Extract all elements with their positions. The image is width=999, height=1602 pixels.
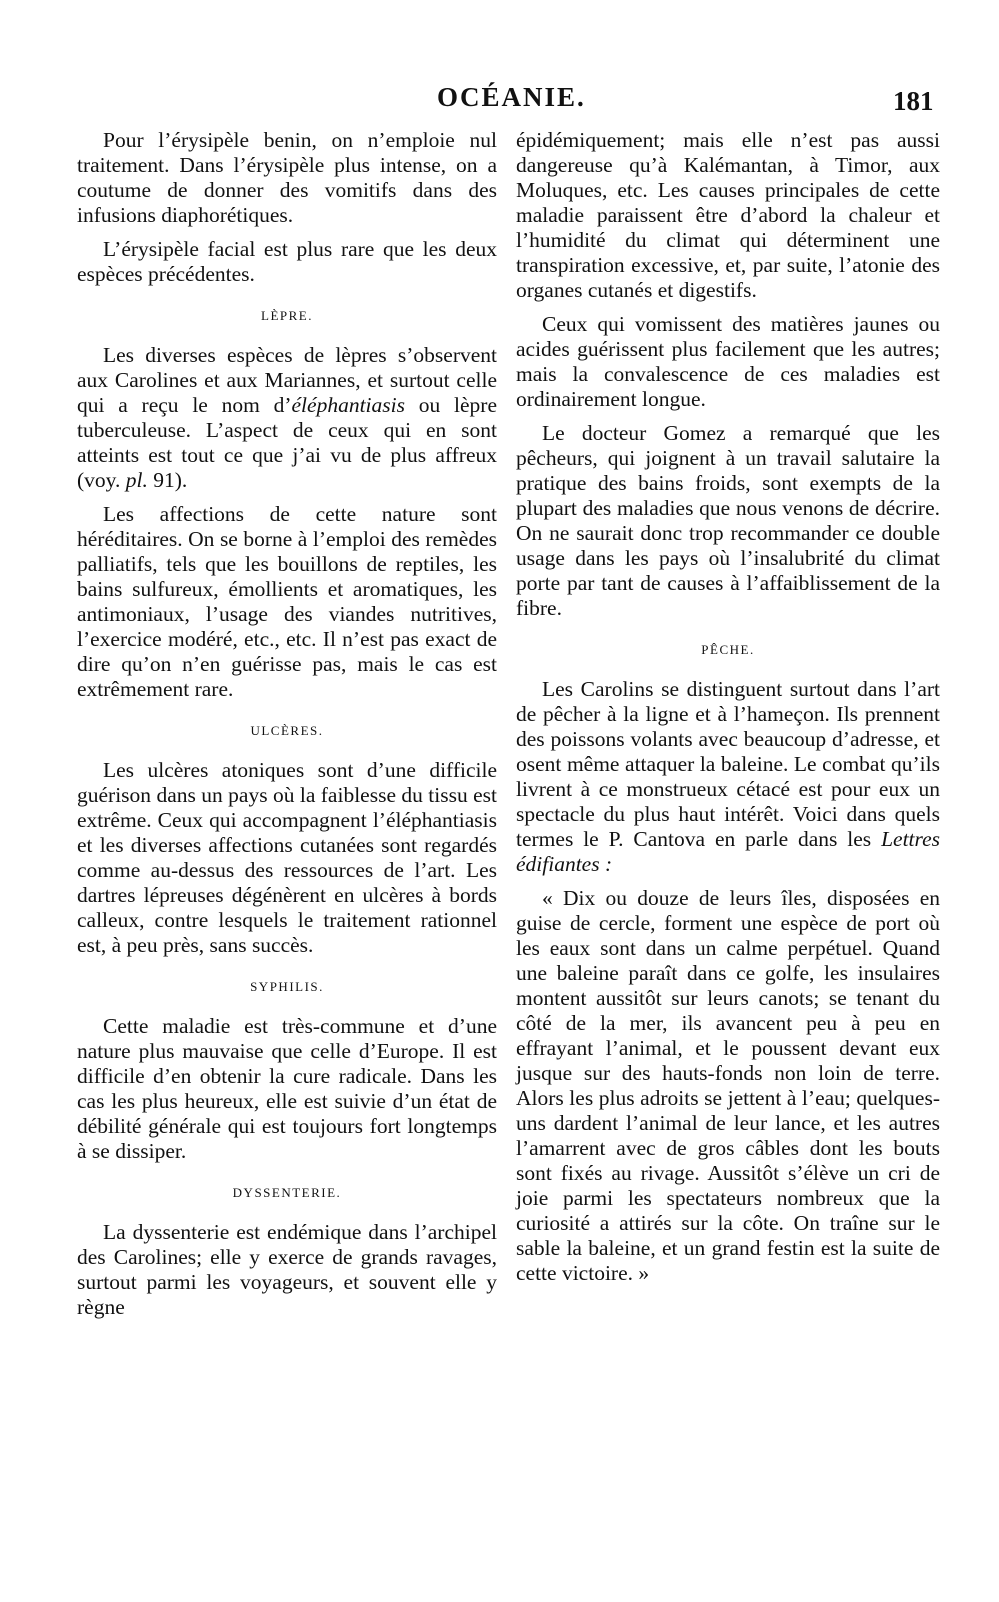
text-run: Les Carolins se distinguent surtout dans l’art de pêcher à la ligne et à l’hameçon. Ils prennent des poissons volants avec beaucoup d’adresse, et osent même attaquer la baleine. Le combat qu’ils livrent à ce monstrueux cétacé est pour eux un spectacle du plus haut intérêt. Voici dans quels termes le P. Cantova en parle dans les [516, 677, 940, 851]
section-heading-dyssenterie: DYSSENTERIE. [232, 1185, 342, 1200]
paragraph-lepres [77, 343, 497, 493]
paragraph-vomissent: Ceux qui vomissent des matières jaunes ou acides guérissent plus facilement que les autres; mais la convalescence de ces maladies est ordinairement longue. [516, 312, 940, 411]
paragraph-gomez: Le docteur Gomez a remarqué que les pêcheurs, qui joignent à un travail salutaire la pratique des bains froids, sont exempts de la plupart des maladies que nous venons de décrire. On ne saurait donc trop recommander ce double usage dans les pays où l’insalubrité du climat porte par tant de causes à l’affaiblissement de la fibre. [516, 421, 940, 620]
page-number: 181 [893, 86, 934, 116]
paragraph-erysipele-benin: Pour l’érysipèle benin, on n’emploie nul traitement. Dans l’érysipèle plus intense, on a coutume de donner des vomitifs dans des infusions diaphorétiques. [77, 128, 497, 227]
italic-title: Lettres édifiantes : [516, 827, 940, 876]
section-heading-syphilis: SYPHILIS. [250, 979, 324, 994]
paragraph-affections: Les affections de cette nature sont héréditaires. On se borne à l’emploi des remèdes palliatifs, tels que les bouillons de reptiles, les bains sulfureux, émollients et aromatiques, les antimoniaux, l’usage des viandes nutritives, l’exercice modéré, etc., etc. Il n’est pas exact de dire qu’on n’en guérisse pas, mais le cas est extrêmement rare. [77, 502, 497, 701]
right-column [516, 128, 940, 1295]
italic-term: éléphantiasis [291, 393, 405, 417]
paragraph-dyssenterie: La dyssenterie est endémique dans l’archipel des Carolines; elle y exerce de grands ravages, surtout parmi les voyageurs, et souvent elle y règne [77, 1220, 497, 1319]
text-run: ou lèpre tuberculeuse. L’aspect de ceux qui en sont atteints est tout ce que j’ai vu de plus affreux (voy. [77, 393, 497, 492]
text-run: 91). [147, 468, 188, 492]
paragraph-carolins [516, 677, 940, 877]
running-title: OCÉANIE. [437, 82, 586, 112]
text-run: Les diverses espèces de lèpres s’observent aux Carolines et aux Mariannes, et surtout celle qui a reçu le nom d’ [77, 343, 497, 417]
paragraph-erysipele-facial: L’érysipèle facial est plus rare que les deux espèces précédentes. [77, 237, 497, 286]
left-column [77, 128, 497, 1329]
paragraph-epidemie: épidémiquement; mais elle n’est pas aussi dangereuse qu’à Kalémantan, à Timor, aux Moluques, etc. Les causes principales de cette maladie paraissent être d’abord la chaleur et l’humidité du climat qui déterminent une transpiration excessive, et, par suite, l’atonie des organes cutanés et digestifs. [516, 128, 940, 302]
section-heading-ulceres: ULCÈRES. [250, 723, 324, 738]
section-heading-peche: PÊCHE. [701, 642, 755, 657]
paragraph-quote-baleine: « Dix ou douze de leurs îles, disposées en guise de cercle, forment une espèce de port où les eaux sont dans un calme perpétuel. Quand une baleine paraît dans ce golfe, les insulaires montent aussitôt sur leurs canots; se tenant du côté de la mer, ils avancent peu à peu en effrayant l’animal, et le poussent devant eux jusque sur des hauts-fonds non loin de terre. Alors les plus adroits se jettent à l’eau; quelques-uns dardent l’animal de leur lance, et les autres l’amarrent avec de gros câbles dont les bouts sont fixés au rivage. Aussitôt s’élève un cri de joie parmi les spectateurs nombreux que la curiosité a attirés sur la côte. On traîne sur le sable la baleine, et un grand festin est la suite de cette victoire. » [516, 886, 940, 1285]
running-head [0, 82, 999, 122]
italic-abbrev: pl. [125, 468, 148, 492]
paragraph-syphilis: Cette maladie est très-commune et d’une nature plus mauvaise que celle d’Europe. Il est difficile d’en obtenir la cure radicale. Dans les cas les plus heureux, elle est suivie d’un état de débilité générale qui est toujours fort longtemps à se dissiper. [77, 1014, 497, 1163]
paragraph-ulceres: Les ulcères atoniques sont d’une difficile guérison dans un pays où la faiblesse du tissu est extrême. Ceux qui accompagnent l’éléphantiasis et les diverses affections cutanées sont regardés comme au-dessus des ressources de l’art. Les dartres lépreuses dégénèrent en ulcères à bords calleux, contre lesquels le traitement rationnel est, à peu près, sans succès. [77, 758, 497, 957]
section-heading-lepre: LÈPRE. [261, 308, 313, 323]
